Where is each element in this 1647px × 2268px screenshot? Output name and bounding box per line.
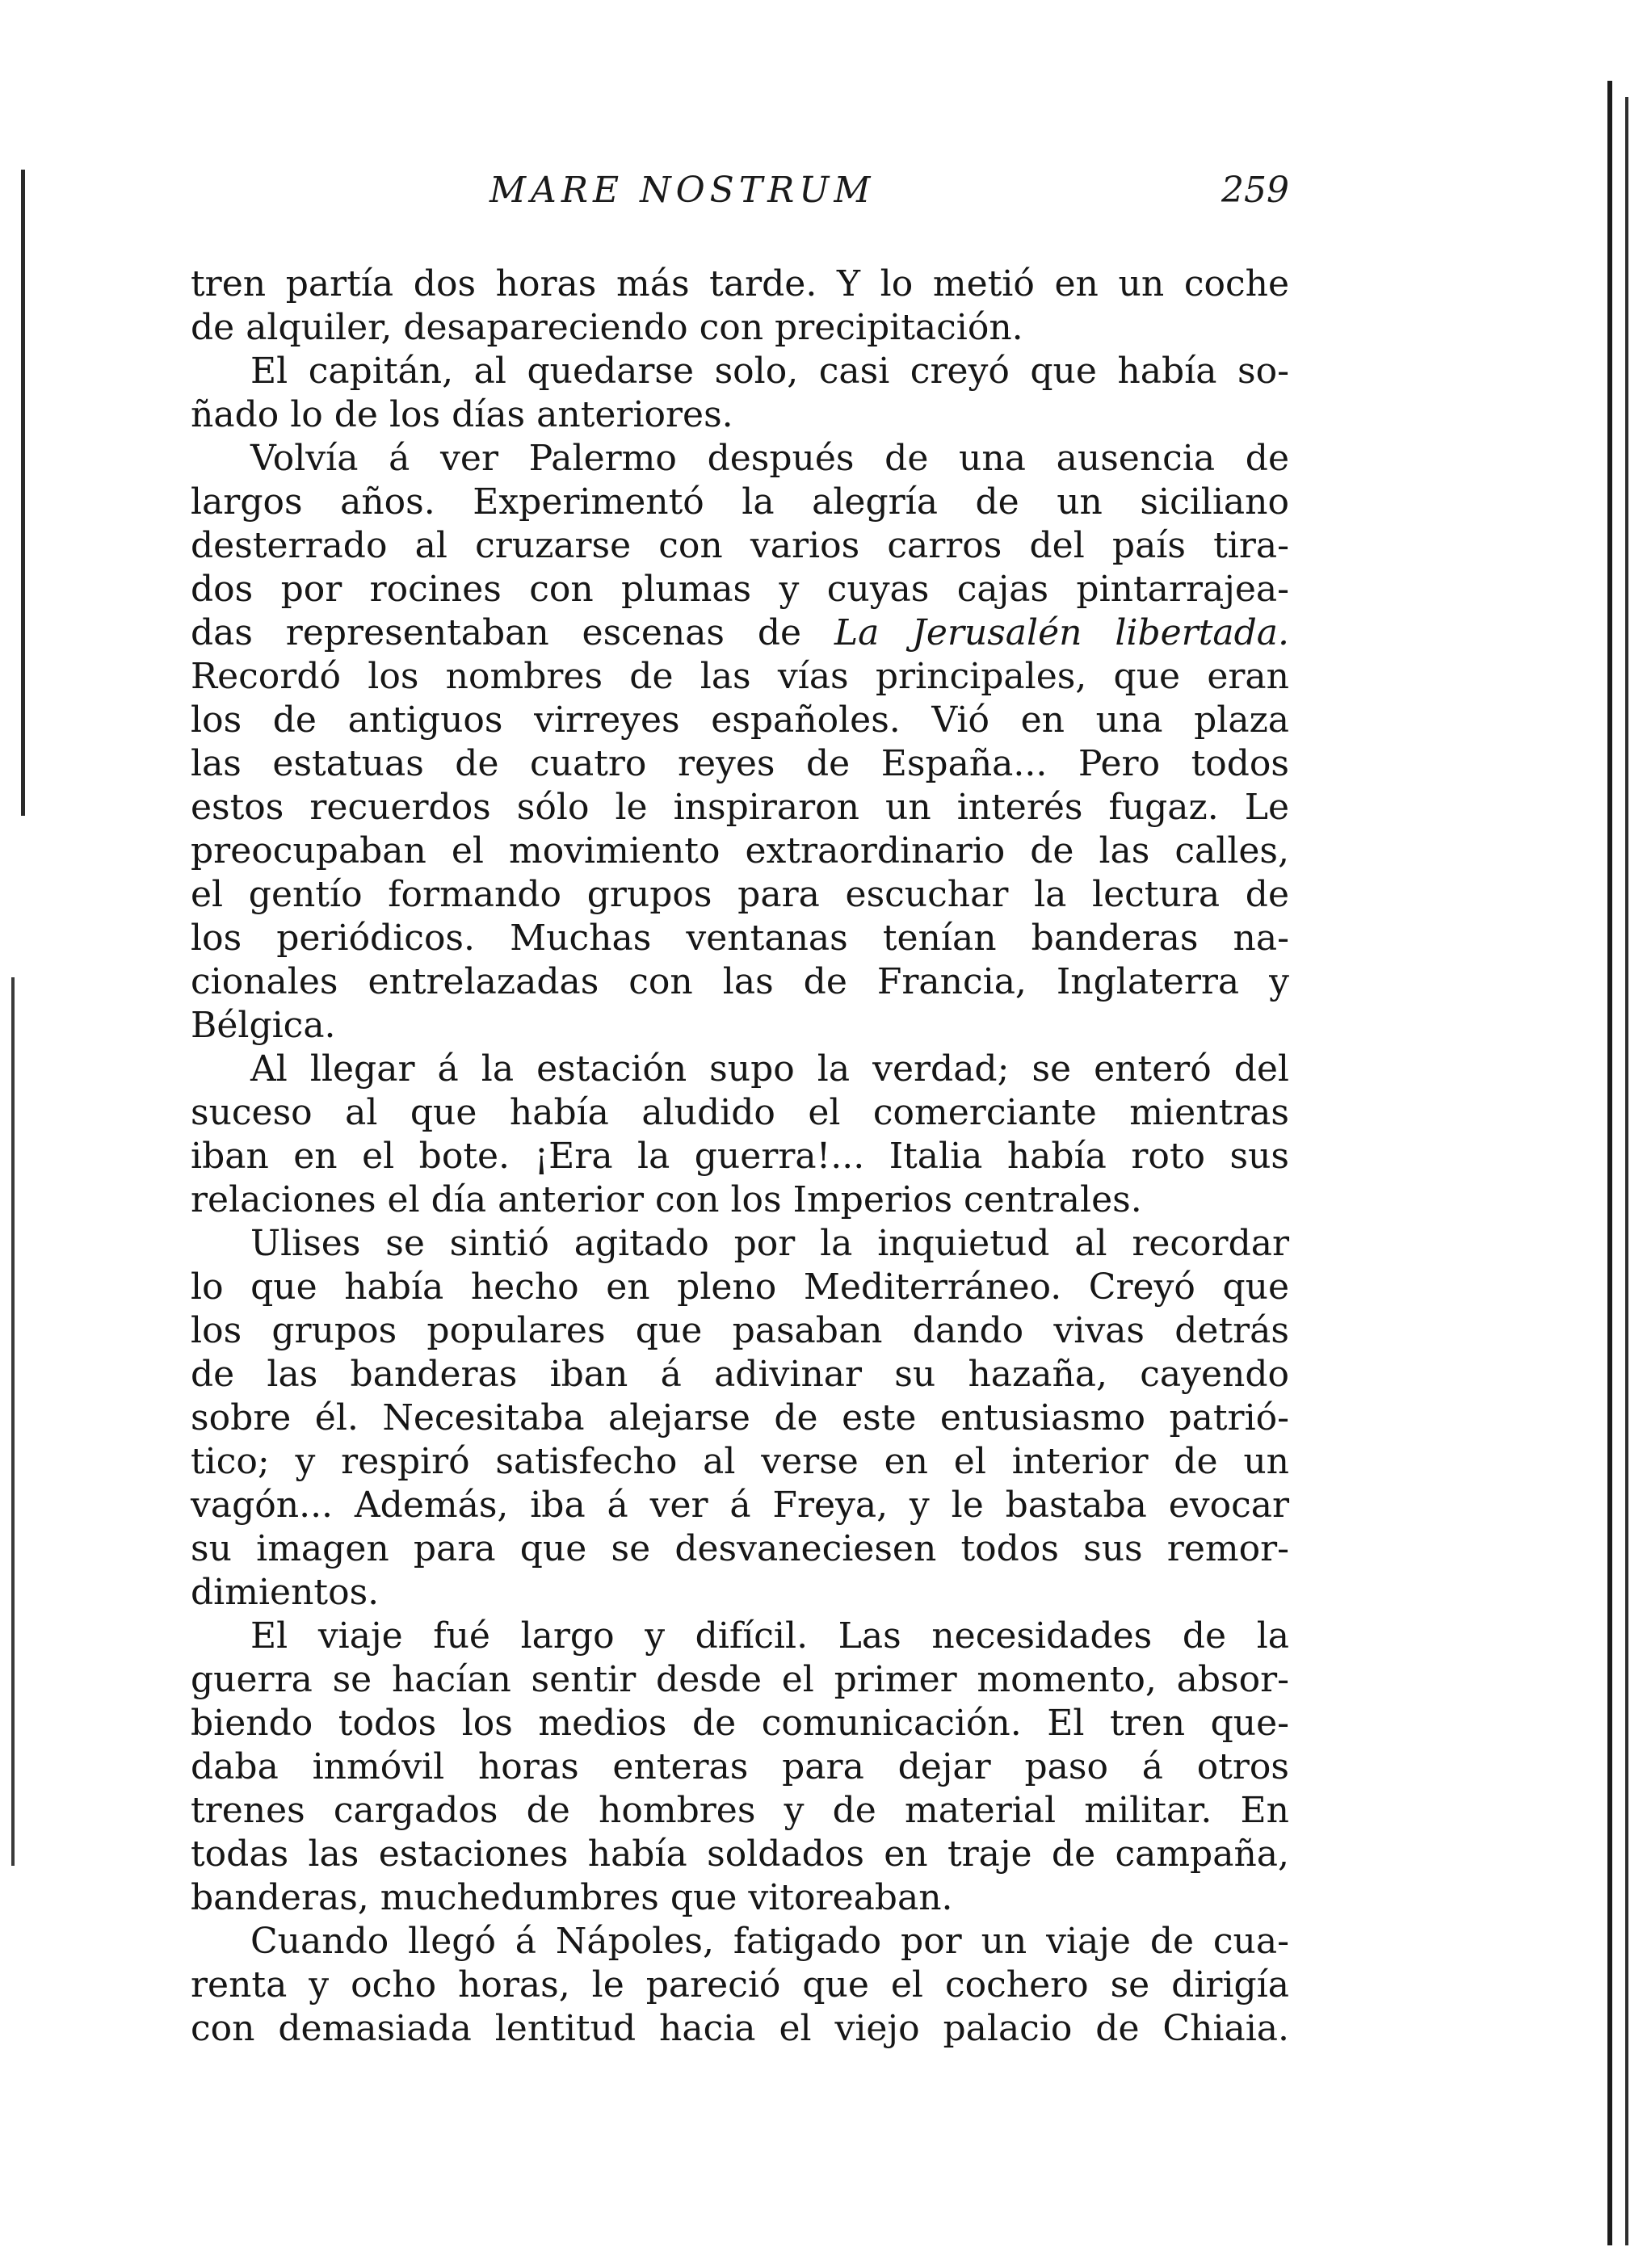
text-line: dimientos. [191, 1572, 380, 1613]
page-header [191, 170, 1289, 226]
text-line: el gentío formando grupos para escuchar la lectura de [191, 874, 1289, 915]
text-line: de las banderas iban á adivinar su hazaña, cayendo [191, 1354, 1289, 1395]
text-line: biendo todos los medios de comunicación. El tren que- [191, 1703, 1289, 1744]
text-line: relaciones el día anterior con los Imperios centrales. [191, 1179, 1142, 1220]
text-line: El viaje fué largo y difícil. Las necesidades de la [250, 1615, 1289, 1657]
text-line: las estatuas de cuatro reyes de España... Pero todos [191, 743, 1289, 784]
book-title-italic: La Jerusalén libertada. [834, 612, 1289, 653]
text-line: Recordó los nombres de las vías principales, que eran [191, 656, 1289, 697]
page-number: 259 [1221, 170, 1289, 211]
text-line: los grupos populares que pasaban dando vivas detrás [191, 1310, 1289, 1351]
text-line: los periódicos. Muchas ventanas tenían banderas na- [191, 918, 1289, 959]
text-line: vagón... Además, iba á ver á Freya, y le bastaba evocar [191, 1485, 1289, 1526]
running-title: MARE NOSTRUM [489, 170, 876, 211]
text-line: trenes cargados de hombres y de material militar. En [191, 1790, 1289, 1831]
text-line: de alquiler, desapareciendo con precipitación. [191, 307, 1023, 348]
text-line: El capitán, al quedarse solo, casi creyó que había so- [250, 351, 1289, 392]
text-line: suceso al que había aludido el comerciante mientras [191, 1092, 1289, 1133]
text-line: cionales entrelazadas con las de Francia, Inglaterra y [191, 961, 1289, 1002]
text-line: renta y ocho horas, le pareció que el cochero se dirigía [191, 1964, 1289, 2006]
text-line: guerra se hacían sentir desde el primer momento, absor- [191, 1659, 1289, 1700]
text-line: Al llegar á la estación supo la verdad; se enteró del [250, 1048, 1289, 1090]
text-line: todas las estaciones había soldados en traje de campaña, [191, 1833, 1289, 1875]
text-line: Ulises se sintió agitado por la inquietud al recordar [250, 1223, 1289, 1264]
text-line: Bélgica. [191, 1005, 336, 1046]
text-line: desterrado al cruzarse con varios carros del país tira- [191, 525, 1289, 566]
text-line: estos recuerdos sólo le inspiraron un interés fugaz. Le [191, 787, 1289, 828]
text-line: daba inmóvil horas enteras para dejar paso á otros [191, 1746, 1289, 1787]
scan-edge-left [21, 170, 25, 816]
text-line: Volvía á ver Palermo después de una ausencia de [250, 438, 1289, 479]
body-text [191, 262, 1289, 2051]
text-line: su imagen para que se desvaneciesen todos sus remor- [191, 1528, 1289, 1569]
text-line: tren partía dos horas más tarde. Y lo metió en un coche [191, 263, 1289, 304]
text-line-segment: das representaban escenas de [191, 612, 834, 653]
text-line: preocupaban el movimiento extraordinario de las calles, [191, 830, 1289, 872]
text-line: ñado lo de los días anteriores. [191, 394, 733, 435]
scan-edge-left-lower [11, 977, 15, 1866]
text-line: banderas, muchedumbres que vitoreaban. [191, 1877, 953, 1918]
text-line: dos por rocines con plumas y cuyas cajas pintarrajea- [191, 569, 1289, 610]
text-line [191, 611, 1289, 655]
text-line: iban en el bote. ¡Era la guerra!... Italia había roto sus [191, 1136, 1289, 1177]
text-line: Cuando llegó á Nápoles, fatigado por un viaje de cua- [250, 1921, 1289, 1962]
text-line: sobre él. Necesitaba alejarse de este entusiasmo patrió- [191, 1397, 1289, 1438]
text-line: lo que había hecho en pleno Mediterráneo. Creyó que [191, 1266, 1289, 1308]
text-line: los de antiguos virreyes españoles. Vió en una plaza [191, 699, 1289, 741]
scan-edge-right [1607, 81, 1612, 2245]
scan-edge-right-outer [1625, 97, 1628, 2245]
text-line: tico; y respiró satisfecho al verse en el interior de un [191, 1441, 1289, 1482]
text-line: largos años. Experimentó la alegría de un siciliano [191, 481, 1289, 523]
text-line: con demasiada lentitud hacia el viejo palacio de Chiaia. [191, 2008, 1289, 2049]
